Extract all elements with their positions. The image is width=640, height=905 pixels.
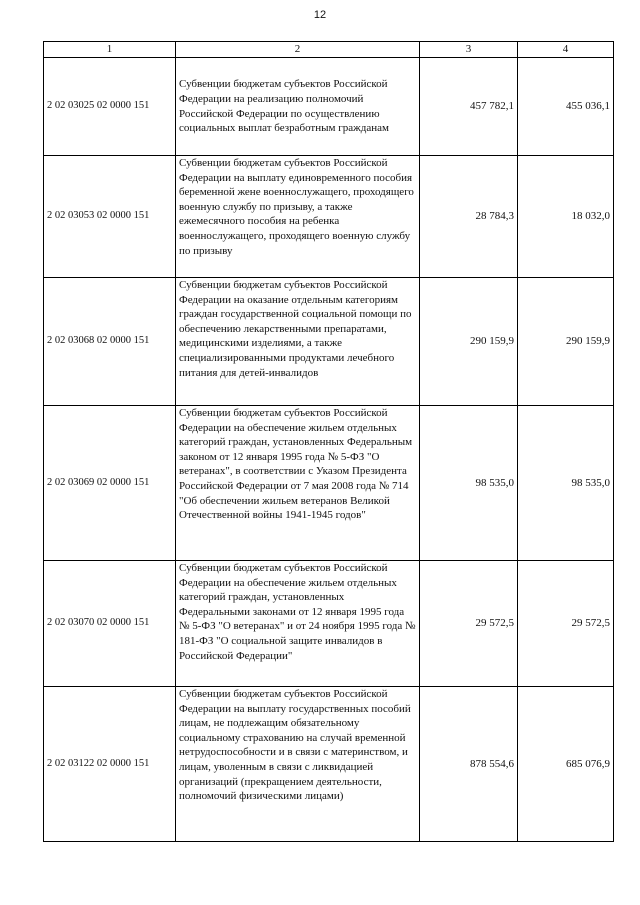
amount-col4: 290 159,9	[518, 278, 614, 406]
amount-col3: 457 782,1	[420, 58, 518, 156]
column-header-2: 2	[176, 42, 420, 58]
row-description: Субвенции бюджетам субъектов Российской Федерации на оказание отдельным категориям граждан государственной социальной помощи по обеспечению лекарственными препаратами, медицинскими изделиями, а также специализированными продуктами лечебного питания для детей-инвалидов	[176, 278, 420, 406]
row-description: Субвенции бюджетам субъектов Российской Федерации на обеспечение жильем отдельных категорий граждан, установленных Федеральным законом от 12 января 1995 года № 5-ФЗ "О ветеранах", в соответствии с Указом Президента Российской Федерации от 7 мая 2008 года № 714 "Об обеспечении жильем ветеранов Великой Отечественной войны 1941-1945 годов"	[176, 406, 420, 561]
amount-col3: 28 784,3	[420, 156, 518, 278]
row-description: Субвенции бюджетам субъектов Российской Федерации на выплату государственных пособий лицам, не подлежащим обязательному социальному страхованию на случай временной нетрудоспособности и в связи с материнством, и лицам, уволенным в связи с ликвидацией организаций (прекращением деятельности, полномочий физическими лицами)	[176, 687, 420, 842]
column-header-4: 4	[518, 42, 614, 58]
budget-code: 2 02 03025 02 0000 151	[44, 58, 176, 156]
amount-col4: 685 076,9	[518, 687, 614, 842]
budget-table	[43, 41, 614, 842]
budget-code: 2 02 03053 02 0000 151	[44, 156, 176, 278]
table-row	[44, 687, 614, 842]
column-header-1: 1	[44, 42, 176, 58]
amount-col4: 18 032,0	[518, 156, 614, 278]
table-row	[44, 406, 614, 561]
budget-code: 2 02 03069 02 0000 151	[44, 406, 176, 561]
amount-col4: 29 572,5	[518, 561, 614, 687]
amount-col3: 878 554,6	[420, 687, 518, 842]
column-header-3: 3	[420, 42, 518, 58]
amount-col3: 290 159,9	[420, 278, 518, 406]
table-row	[44, 156, 614, 278]
budget-code: 2 02 03070 02 0000 151	[44, 561, 176, 687]
amount-col3: 29 572,5	[420, 561, 518, 687]
table-row	[44, 561, 614, 687]
header-row	[44, 42, 614, 58]
page-number: 12	[313, 9, 327, 21]
row-description: Субвенции бюджетам субъектов Российской Федерации на реализацию полномочий Российской Федерации по осуществлению социальных выплат безработным гражданам	[176, 58, 420, 156]
table-row	[44, 278, 614, 406]
budget-code: 2 02 03122 02 0000 151	[44, 687, 176, 842]
amount-col4: 455 036,1	[518, 58, 614, 156]
amount-col3: 98 535,0	[420, 406, 518, 561]
row-description: Субвенции бюджетам субъектов Российской Федерации на выплату единовременного пособия беременной жене военнослужащего, проходящего военную службу по призыву, а также ежемесячного пособия на ребенка военнослужащего, проходящего военную службу по призыву	[176, 156, 420, 278]
table-row	[44, 58, 614, 156]
row-description: Субвенции бюджетам субъектов Российской Федерации на обеспечение жильем отдельных категорий граждан, установленных Федеральными законами от 12 января 1995 года № 5-ФЗ "О ветеранах" и от 24 ноября 1995 года № 181-ФЗ "О социальной защите инвалидов в Российской Федерации"	[176, 561, 420, 687]
budget-code: 2 02 03068 02 0000 151	[44, 278, 176, 406]
amount-col4: 98 535,0	[518, 406, 614, 561]
